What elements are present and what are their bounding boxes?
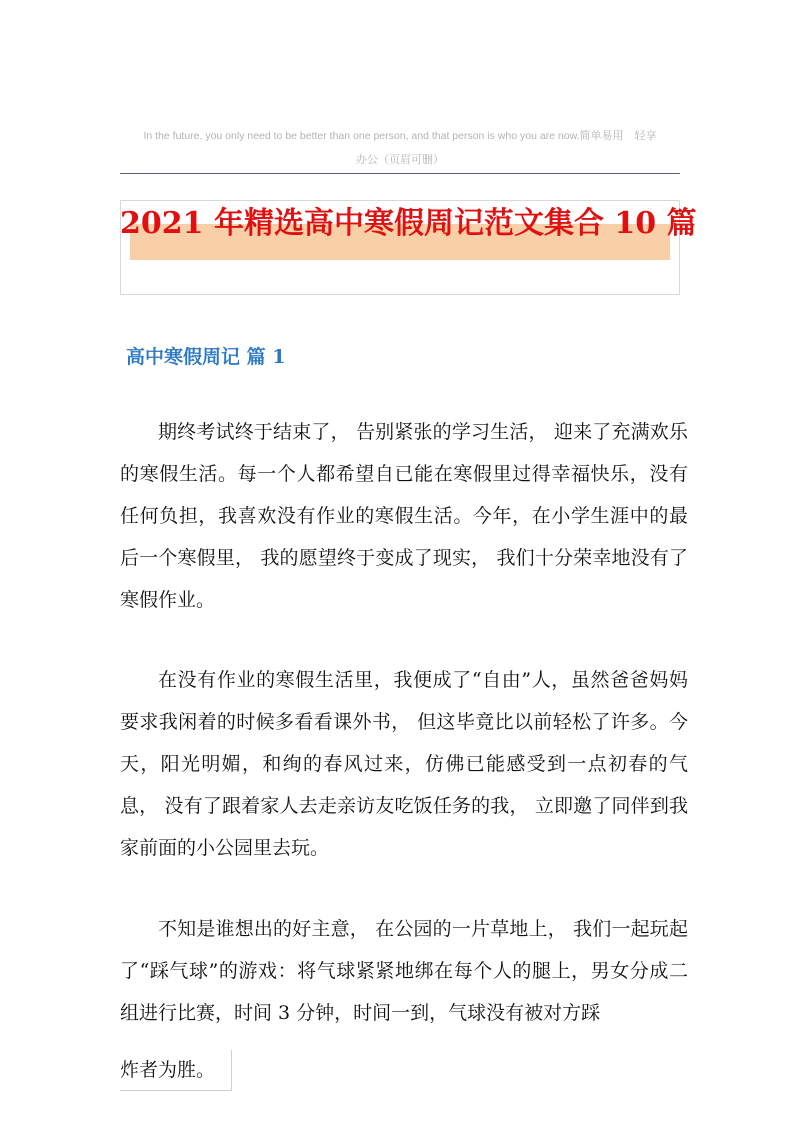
header-divider <box>120 173 680 174</box>
header-line-1 <box>120 124 680 148</box>
paragraph-1: 期终考试终于结束了， 告别紧张的学习生活， 迎来了充满欢乐的寒假生活。每一个人都希望自已能在寒假里过得幸福快乐，没有任何负担，我喜欢没有作业的寒假生活。今年，在小学生涯中的最后一个寒假里， 我的愿望终于变成了现实， 我们十分荣幸地没有了寒假作业。 <box>120 421 688 611</box>
document-title: 2021 年精选高中寒假周记范文集合 10 篇 <box>120 206 697 241</box>
header-line-2: 办公（页眉可删） <box>356 153 444 166</box>
paragraph-3-continuation: 炸者为胜。 <box>120 1050 232 1091</box>
header-tagline: 简单易用 轻享 <box>579 129 657 142</box>
section-heading: 高中寒假周记 篇 1 <box>126 346 286 368</box>
paragraph-2: 在没有作业的寒假生活里，我便成了“自由”人，虽然爸爸妈妈要求我闲着的时候多看看课外书， 但这毕竟比以前轻松了许多。今天，阳光明媚，和绚的春风过来，仿佛已能感受到一点初春的气息， 没有了跟着家人去走亲访友吃饭任务的我， 立即邀了同伴到我家前面的小公园里去玩。 <box>120 669 688 859</box>
page-header <box>120 124 680 172</box>
header-motto: In the future, you only need to be better than one person, and that person is who you are now. <box>143 130 580 142</box>
paragraph-3: 不知是谁想出的好主意， 在公园的一片草地上， 我们一起玩起了“踩气球”的游戏：将气球紧紧地绑在每个人的腿上，男女分成二组进行比赛，时间 3 分钟，时间一到，气球没有被对方踩 <box>120 918 688 1024</box>
